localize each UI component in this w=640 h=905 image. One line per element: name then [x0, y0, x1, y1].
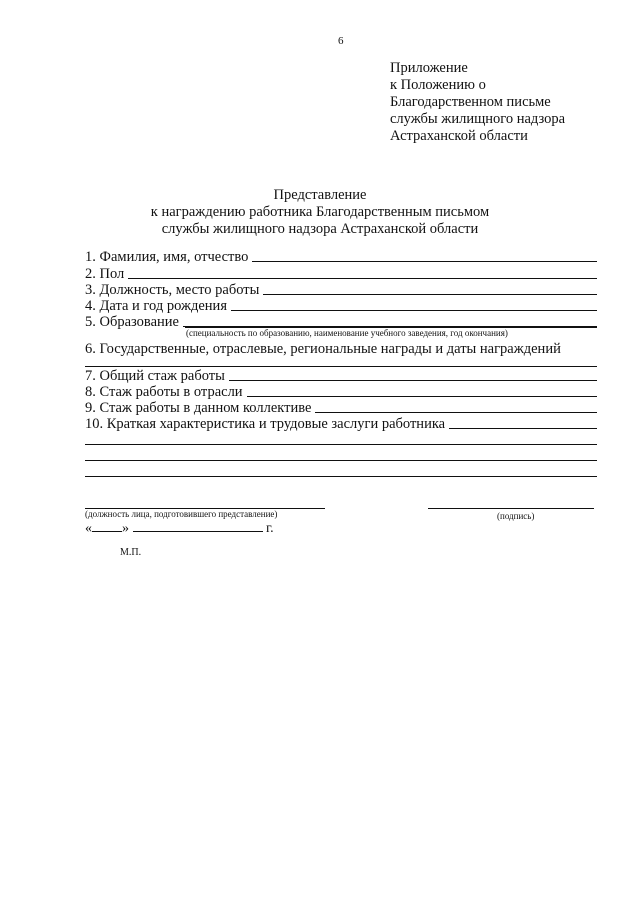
date-field: [85, 519, 274, 537]
field-label: 10. Краткая характеристика и трудовые заслуги работника: [85, 416, 446, 432]
fill-line[interactable]: [263, 294, 597, 295]
field-label: 6. Государственные, отраслевые, региональные награды и даты награждений: [85, 341, 561, 357]
characteristics-line[interactable]: [85, 444, 597, 445]
field-label: 8. Стаж работы в отрасли: [85, 384, 243, 400]
fill-line[interactable]: [252, 261, 597, 262]
title-line: Представление: [273, 187, 367, 203]
document-title: [0, 187, 640, 238]
stamp-place: М.П.: [120, 547, 142, 558]
page-number: 6: [338, 35, 344, 47]
signature-line[interactable]: [428, 508, 594, 509]
appendix-line: Астраханской области: [390, 128, 528, 144]
field-full-name: [85, 248, 597, 266]
fill-line[interactable]: [449, 428, 597, 429]
field-label: 9. Стаж работы в данном коллективе: [85, 400, 312, 416]
field-awards: [85, 340, 597, 358]
fill-line[interactable]: [231, 310, 597, 311]
field-characteristics: [85, 415, 597, 433]
date-close-quote: »: [122, 521, 129, 536]
field-label: 2. Пол: [85, 266, 125, 282]
appendix-header: [390, 60, 565, 145]
appendix-line: к Положению о: [390, 77, 486, 93]
fill-line[interactable]: [128, 278, 597, 279]
characteristics-line[interactable]: [85, 476, 597, 477]
fill-line[interactable]: [315, 412, 597, 413]
appendix-line: Приложение: [390, 60, 468, 76]
signature-hint: (подпись): [497, 511, 535, 521]
year-suffix: г.: [266, 521, 274, 536]
fill-line[interactable]: [229, 380, 597, 381]
appendix-line: Благодарственном письме: [390, 94, 551, 110]
appendix-line: службы жилищного надзора: [390, 111, 566, 127]
position-signer-hint: (должность лица, подготовившего представление): [85, 509, 278, 519]
title-line: к награждению работника Благодарственным письмом: [150, 204, 490, 220]
field-label: 7. Общий стаж работы: [85, 368, 225, 384]
month-year-blank[interactable]: [133, 519, 263, 532]
education-hint: (специальность по образованию, наименование учебного заведения, год окончания): [186, 328, 508, 338]
day-blank[interactable]: [92, 519, 122, 532]
characteristics-line[interactable]: [85, 460, 597, 461]
field-label: 5. Образование: [85, 314, 179, 330]
title-line: службы жилищного надзора Астраханской области: [161, 221, 479, 237]
fill-line[interactable]: [247, 396, 597, 397]
field-label: 1. Фамилия, имя, отчество: [85, 249, 249, 265]
field-label: 4. Дата и год рождения: [85, 298, 227, 314]
date-open-quote: «: [85, 521, 92, 536]
field-label: 3. Должность, место работы: [85, 282, 260, 298]
